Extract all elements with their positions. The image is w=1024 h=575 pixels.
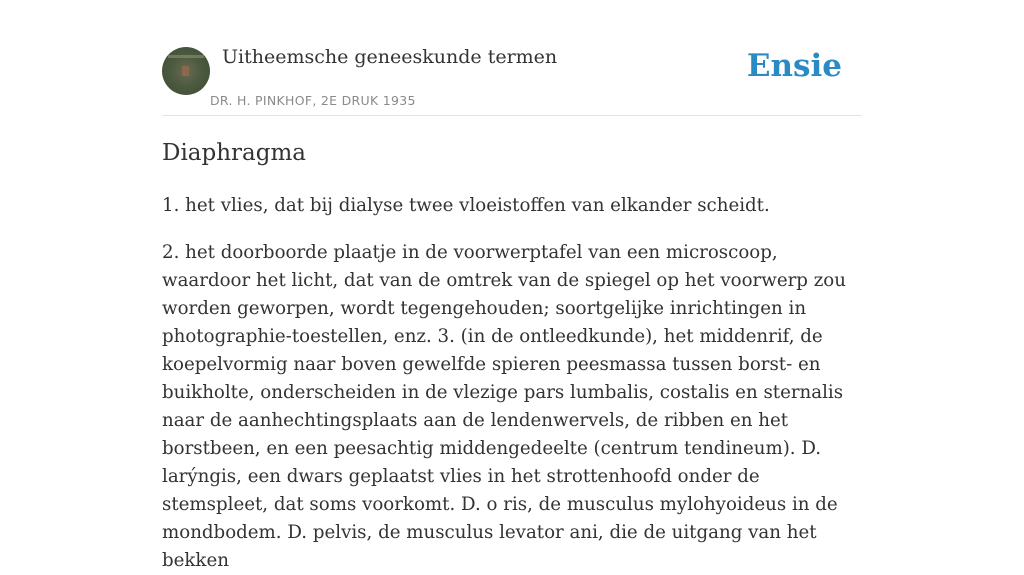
ensie-logo[interactable]: Ensie bbox=[746, 48, 842, 84]
book-author: DR. H. PINKHOF, 2E DRUK 1935 bbox=[210, 93, 416, 108]
book-title[interactable]: Uitheemsche geneeskunde termen bbox=[222, 46, 558, 68]
cover-band bbox=[168, 55, 204, 58]
cover-emblem bbox=[182, 66, 189, 76]
definition-paragraph: 2. het doorboorde plaatje in de voorwerptafel van een microscoop, waardoor het licht, dat van de omtrek van de spiegel op het voorwerp zou worden geworpen, wordt tegengehouden; soortgelijke inrichtingen in photographie-toestellen, enz. 3. (in de ontleedkunde), het middenrif, de koepelvormig naar boven gewelfde spieren peesmassa tussen borst- en buikholte, onderscheiden in de vlezige pars lumbalis, costalis en sternalis naar de aanhechtingsplaats aan de lendenwervels, de ribben en het borstbeen, en een peesachtig middengedeelte (centrum tendineum). D. larýngis, een dwars geplaatst vlies in het strottenhoofd onder de stemspleet, dat soms voorkomt. D. o ris, de musculus mylohyoideus in de mondbodem. D. pelvis, de musculus levator ani, die de uitgang van het bekken bbox=[162, 242, 846, 571]
page bbox=[162, 0, 862, 571]
entry-title: Diaphragma bbox=[162, 140, 306, 166]
book-header bbox=[162, 0, 862, 116]
book-cover-image[interactable] bbox=[162, 47, 210, 95]
definition-paragraph: 1. het vlies, dat bij dialyse twee vloeistoffen van elkander scheidt. bbox=[162, 195, 770, 216]
